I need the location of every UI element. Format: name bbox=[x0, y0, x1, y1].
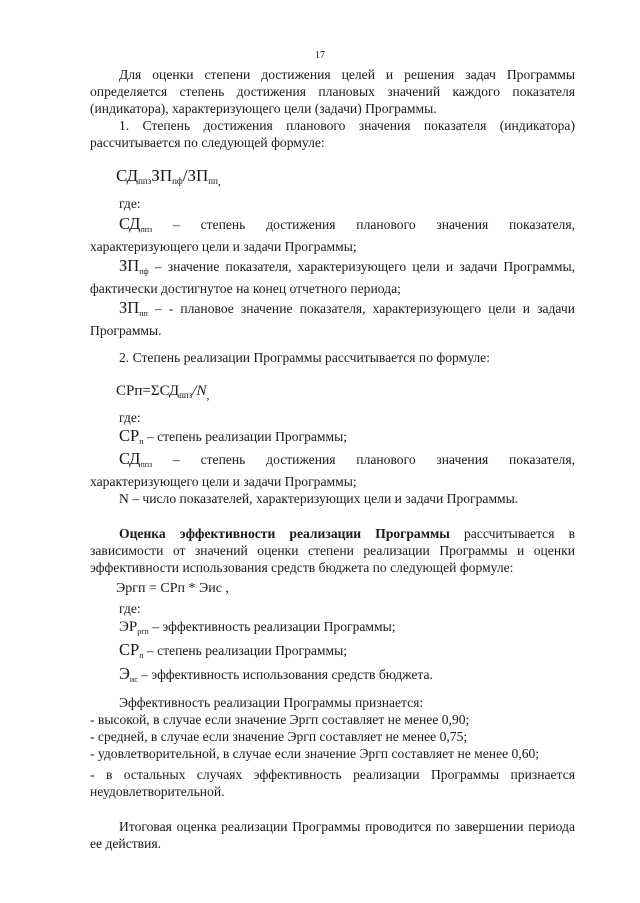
def1-zp-sub: пф bbox=[139, 267, 149, 276]
final-paragraph: Итоговая оценка реализации Программы проводится по завершении периода ее действия. bbox=[90, 819, 575, 851]
page-number: 17 bbox=[315, 50, 325, 61]
where-label-2: где: bbox=[119, 410, 141, 425]
formula2-lhs: СРп bbox=[116, 383, 143, 399]
def2-sd-text: – степень достижения планового значения показателя, характеризующего цели и задачи Программы; bbox=[90, 452, 575, 489]
recognized-other: - в остальных случаях эффективность реализации Программы признается неудовлетворительной. bbox=[90, 767, 575, 799]
def3-e-symbol: Э bbox=[119, 664, 130, 683]
def1-sd-sub: ппз bbox=[140, 225, 153, 234]
recognized-satisfactory: - удовлетворительной, в случае если значение Эргп составляет не менее 0,60; bbox=[90, 746, 540, 761]
def3-er-symbol: ЭР bbox=[119, 619, 138, 635]
def1-zp-text: – значение показателя, характеризующего цели и задачи Программы, фактически достигнутое на конец отчетного периода; bbox=[90, 259, 575, 296]
def1-zpp-sub: пп bbox=[139, 309, 148, 318]
definition-e bbox=[90, 665, 575, 688]
evaluation-paragraph bbox=[90, 525, 575, 576]
recognized-title: Эффективность реализации Программы признается: bbox=[119, 695, 424, 710]
formula1-sd: СД bbox=[116, 166, 139, 185]
formula1-zp2: ЗП bbox=[187, 166, 209, 185]
def3-e-sub: ис bbox=[129, 675, 138, 684]
def3-e-text: – эффективность использования средств бюджета. bbox=[141, 667, 433, 682]
def2-sd-sub: ппз bbox=[140, 460, 153, 469]
def2-sr-sub: п bbox=[139, 437, 144, 446]
formula2-sum-sub: ппз bbox=[179, 390, 193, 400]
definition-n: N – число показателей, характеризующих цели и задачи Программы. bbox=[119, 491, 519, 506]
definition-zp-plan bbox=[90, 299, 575, 339]
def3-er-sub: ргп bbox=[137, 627, 149, 636]
formula2-eq: = bbox=[142, 383, 151, 399]
formula1-sd-sub: ппз bbox=[138, 176, 152, 186]
def2-sd-symbol: СД bbox=[119, 449, 141, 468]
def3-sr-text: – степень реализации Программы; bbox=[146, 643, 348, 658]
method-1-paragraph: 1. Степень достижения планового значения показателя (индикатора) рассчитывается по следующей формуле: bbox=[90, 118, 575, 150]
where-label-1: где: bbox=[119, 196, 141, 211]
evaluation-text: рассчитывается в зависимости от значений оценки степени реализации Программы и оценки эффективности использования средств бюджета по следующей формуле: bbox=[90, 526, 575, 575]
definition-er bbox=[90, 618, 575, 640]
formula1-slash: / bbox=[182, 166, 188, 185]
def2-sr-symbol: СР bbox=[119, 426, 140, 445]
definition-sd-2 bbox=[90, 450, 575, 490]
formula1-zp: ЗП bbox=[151, 166, 173, 185]
formula1-zp-sub: пф bbox=[172, 176, 183, 186]
def1-zpp-symbol: ЗП bbox=[119, 298, 140, 317]
def3-sr-symbol: СР bbox=[119, 640, 140, 659]
def1-zp-symbol: ЗП bbox=[119, 256, 140, 275]
formula2-div: /N bbox=[192, 383, 207, 399]
def1-sd-text: – степень достижения планового значения показателя, характеризующего цели и задачи Программы; bbox=[90, 217, 575, 254]
formula-achievement bbox=[90, 165, 575, 192]
formula2-sum: ΣСД bbox=[150, 383, 180, 399]
document-body bbox=[90, 66, 575, 852]
def3-sr-sub: п bbox=[139, 651, 144, 660]
definition-sr-2 bbox=[90, 641, 575, 664]
where-label-3: где: bbox=[119, 601, 141, 616]
formula-efficiency: Эргп = СРп * Эис , bbox=[116, 581, 229, 596]
definition-sr bbox=[90, 427, 575, 450]
formula2-tail: , bbox=[206, 388, 210, 402]
def1-zpp-text: – - плановое значение показателя, характеризующего цели и задачи Программы. bbox=[90, 301, 575, 338]
def2-sr-text: – степень реализации Программы; bbox=[146, 429, 348, 444]
evaluation-heading: Оценка эффективности реализации Программы bbox=[119, 526, 450, 541]
definition-zp-fact bbox=[90, 257, 575, 297]
def3-er-text: – эффективность реализации Программы; bbox=[152, 619, 396, 634]
formula1-tail: , bbox=[217, 174, 221, 188]
formula-realization bbox=[90, 380, 575, 406]
recognized-high: - высокой, в случае если значение Эргп составляет не менее 0,90; bbox=[90, 712, 470, 727]
intro-paragraph: Для оценки степени достижения целей и решения задач Программы определяется степень достижения плановых значений каждого показателя (индикатора), характеризующего цели (задачи) Программы. bbox=[90, 67, 575, 116]
def1-sd-symbol: СД bbox=[119, 214, 141, 233]
definition-sd bbox=[90, 215, 575, 255]
recognized-medium: - средней, в случае если значение Эргп составляет не менее 0,75; bbox=[90, 729, 468, 744]
formula1-zp2-sub: пп bbox=[208, 176, 218, 186]
method-2-paragraph: 2. Степень реализации Программы рассчитывается по формуле: bbox=[119, 350, 490, 365]
